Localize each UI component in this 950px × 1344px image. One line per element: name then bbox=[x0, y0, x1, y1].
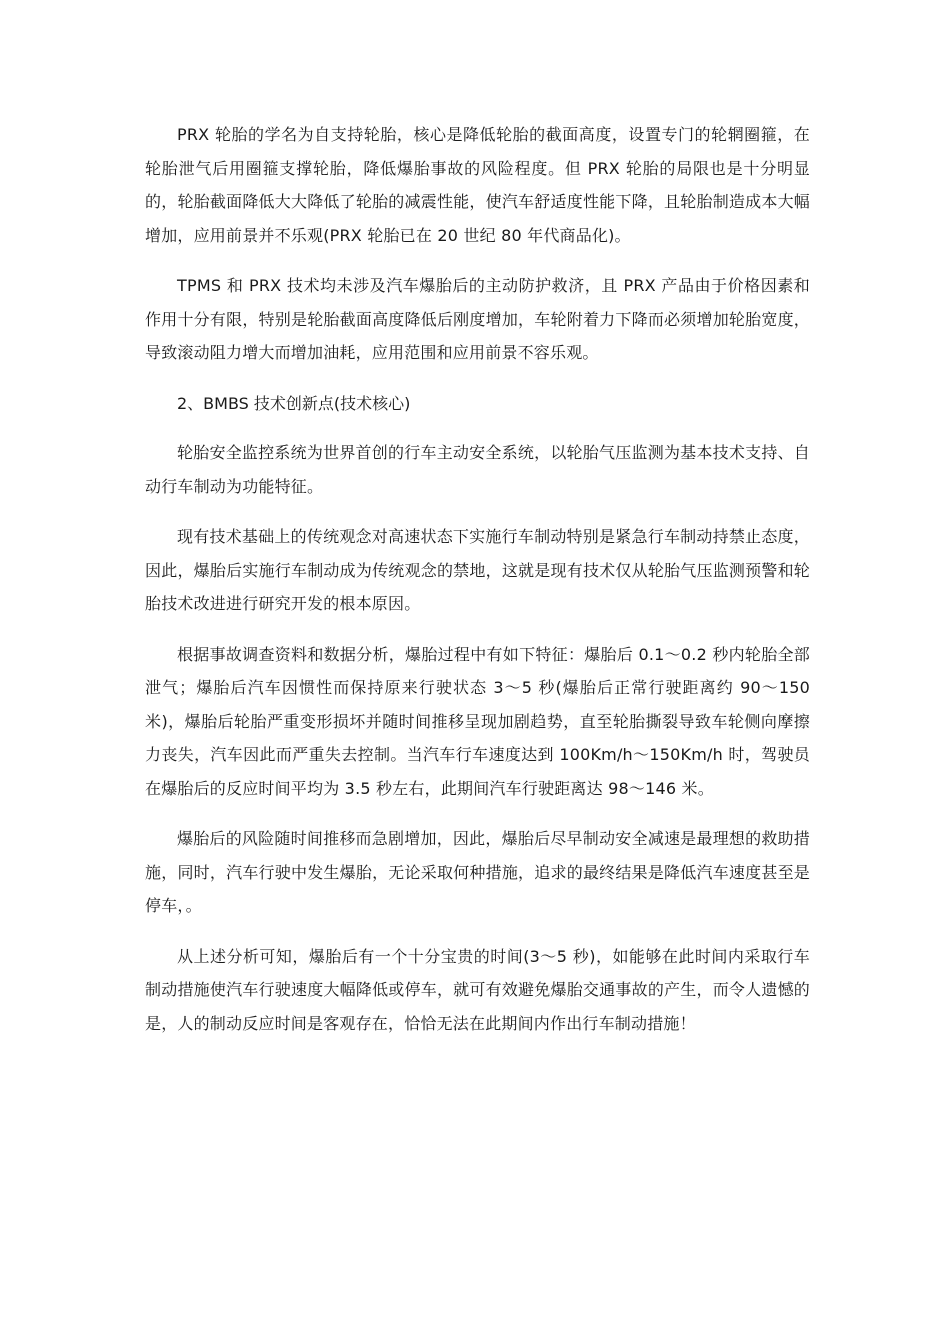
paragraph-prx-tire: PRX 轮胎的学名为自支持轮胎，核心是降低轮胎的截面高度，设置专门的轮辋圈箍，在轮胎泄气后用圈箍支撑轮胎，降低爆胎事故的风险程度。但 PRX 轮胎的局限也是十分明显的，轮胎截面降低大大降低了轮胎的减震性能，使汽车舒适度性能下降，且轮胎制造成本大幅增加，应用前景并不乐观(PRX 轮胎已在 20 世纪 80 年代商品化)。 bbox=[145, 125, 810, 245]
paragraph-risk: 爆胎后的风险随时间推移而急剧增加，因此，爆胎后尽早制动安全减速是最理想的救助措施，同时，汽车行驶中发生爆胎，无论采取何种措施，追求的最终结果是降低汽车速度甚至是停车，。 bbox=[145, 829, 810, 915]
paragraph-safety-system: 轮胎安全监控系统为世界首创的行车主动安全系统，以轮胎气压监测为基本技术支持、自动行车制动为功能特征。 bbox=[145, 443, 810, 496]
section-heading: 2、BMBS 技术创新点(技术核心) bbox=[177, 393, 411, 413]
document-body bbox=[145, 118, 810, 1057]
paragraph-accident-data: 根据事故调查资料和数据分析，爆胎过程中有如下特征：爆胎后 0.1～0.2 秒内轮胎全部泄气；爆胎后汽车因惯性而保持原来行驶状态 3～5 秒(爆胎后正常行驶距离约 90～150 米)，爆胎后轮胎严重变形损坏并随时间推移呈现加剧趋势，直至轮胎撕裂导致车轮侧向摩擦力丧失，汽车因此而严重失去控制。当汽车行车速度达到 100Km/h～150Km/h 时，驾驶员在爆胎后的反应时间平均为 3.5 秒左右，此期间汽车行驶距离达 98～146 米。 bbox=[145, 644, 810, 798]
paragraph-tpms-prx: TPMS 和 PRX 技术均未涉及汽车爆胎后的主动防护救济，且 PRX 产品由于价格因素和作用十分有限，特别是轮胎截面高度降低后刚度增加，车轮附着力下降而必须增加轮胎宽度，导致滚动阻力增大而增加油耗，应用范围和应用前景不容乐观。 bbox=[145, 276, 810, 362]
paragraph-conclusion: 从上述分析可知，爆胎后有一个十分宝贵的时间(3～5 秒)，如能够在此时间内采取行车制动措施使汽车行驶速度大幅降低或停车，就可有效避免爆胎交通事故的产生，而令人遗憾的是，人的制动反应时间是客观存在，恰恰无法在此期间内作出行车制动措施！ bbox=[145, 946, 810, 1033]
paragraph-traditional-view: 现有技术基础上的传统观念对高速状态下实施行车制动特别是紧急行车制动持禁止态度，因此，爆胎后实施行车制动成为传统观念的禁地，这就是现有技术仅从轮胎气压监测预警和轮胎技术改进进行研究开发的根本原因。 bbox=[145, 527, 810, 613]
